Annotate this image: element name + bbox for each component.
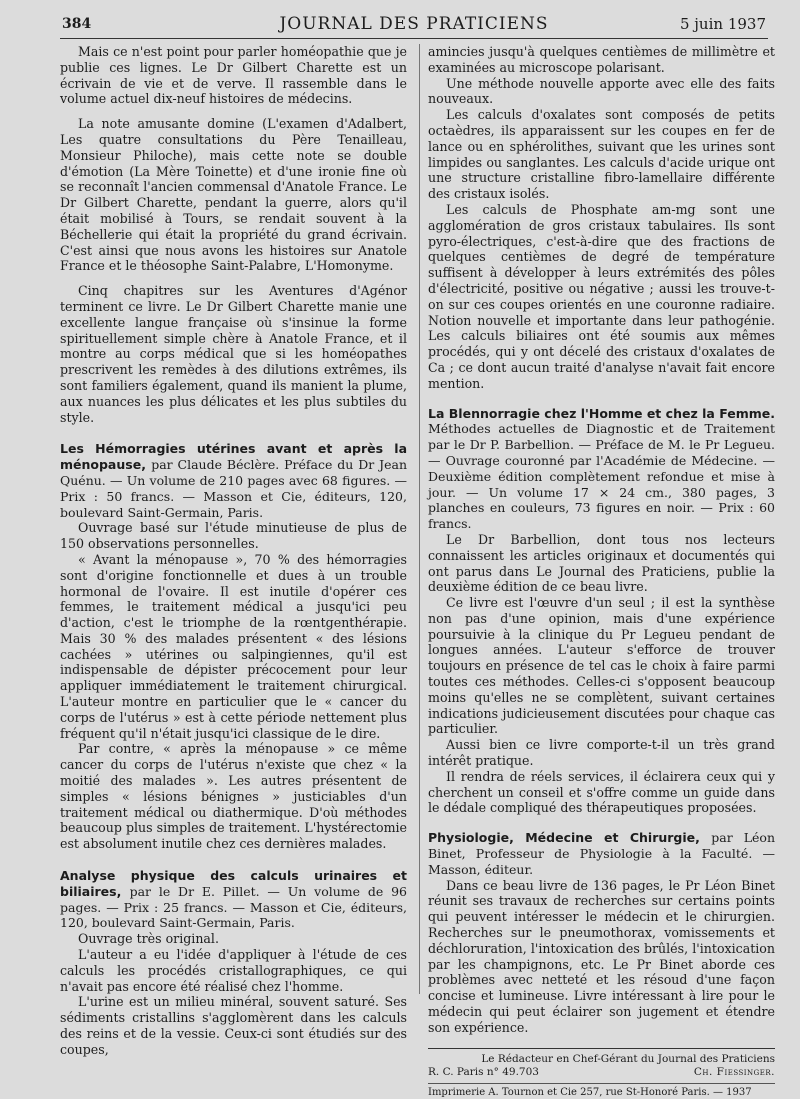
review-title-text: Analyse physique des calculs urinaires et biliaires, — [60, 868, 407, 899]
issue-date: 5 juin 1937 — [679, 15, 766, 33]
paragraph: Aussi bien ce livre comporte-t-il un très grand intérêt pratique. — [428, 737, 775, 769]
paragraph: Les calculs de Phosphate am-mg sont une agglomération de gros cristaux tabulaires. Ils sont pyro-électriques, c'est-à-dire que des fractions de quelques centièmes de degré de température suffisent à développer à leurs extrémités des pôles d'électricité, positive ou négative ; aussi les trouve-t-on sur ces coupes orientés en une couronne radiaire. Notion nouvelle et importante dans leur pathogénie. Les calculs biliaires ont été soumis aux mêmes procédés, qui y ont décelé des cristaux d'oxalates de Ca ; ce dont aucun traité d'analyse n'avait fait encore mention. — [428, 201, 775, 391]
review-reference: par Léon Binet, Professeur de Physiologie à la Faculté. — Masson, éditeur. — [428, 830, 775, 877]
left-column — [60, 44, 408, 1057]
paragraph: Ouvrage très original. — [78, 931, 219, 947]
review-title — [428, 830, 775, 877]
page-number: 384 — [62, 16, 92, 32]
paragraph: Mais ce n'est point pour parler homéopathie que je publie ces lignes. Le Dr Gilbert Charette est un écrivain de vie et de verve. Il rassemble dans le volume actuel dix-neuf histoires de médecins. — [60, 44, 407, 107]
column-divider — [419, 44, 420, 994]
review-title — [428, 406, 775, 532]
paragraph: La note amusante domine (L'examen d'Adalbert, Les quatre consultations du Père Tenailleau, Monsieur Philoche), mais cette note se double d'émotion (La Mère Toinette) et d'une ironie fine où se reconnaît l'ancien commensal d'Anatole France. Le Dr Gilbert Charette, pendant la guerre, alors qu'il était mobilisé à Tours, se rendait souvent à la Béchellerie qui était la propriété du grand écrivain. C'est ainsi que nous avons les histoires sur Anatole France et le théosophe Saint-Palabre, L'Homonyme. — [60, 116, 407, 274]
paragraph: Les calculs d'oxalates sont composés de petits octaèdres, ils apparaissent sur les coupes en fer de lance ou en sphérolithes, suivant que les urines sont limpides ou sanglantes. Les calculs d'acide urique ont une structure cristalline fibro-lamellaire différente des cristaux isolés. — [428, 107, 775, 202]
paragraph: Il rendra de réels services, il éclairera ceux qui y cherchent un conseil et s'offre comme un guide dans le dédale compliqué des thérapeutiques proposées. — [428, 768, 775, 816]
right-column — [428, 44, 775, 1098]
paragraph: Cinq chapitres sur les Aventures d'Agénor terminent ce livre. Le Dr Gilbert Charette manie une excellente langue française où s'insinue la forme spirituellement simple chère à Anatole France, et il montre au corps médical que si les homéopathes prescrivent les remèdes à des dilutions extrêmes, ils sont familiers également, quand ils manient la plume, aux nuances les plus délicates et les plus subtiles du style. — [60, 283, 407, 425]
journal-title: JOURNAL DES PRATICIENS — [279, 14, 549, 34]
review-title-text: La Blennorragie chez l'Homme et chez la Femme. — [428, 405, 775, 421]
paragraph: « Avant la ménopause », 70 % des hémorragies sont d'origine fonctionnelle et dues à un trouble hormonal de l'ovaire. Il est inutile d'opérer ces femmes, le traitement médical a jusqu'ici peu d'action, c'est le triomphe de la rœntgenthérapie. Mais 30 % des malades présentent « des lésions cachées » utérines ou salpingiennes, qu'il est indispensable de dépister précocement pour leur appliquer immédiatement le traitement chirurgical. L'auteur montre en particulier que le « cancer du corps de l'utérus » est à cette période nettement plus fréquent qu'il n'était jusqu'ici classique de le dire. — [60, 551, 407, 741]
review-title — [60, 441, 407, 520]
paragraph: L'urine est un milieu minéral, souvent saturé. Ses sédiments cristallins s'agglomèrent dans les calculs des reins et de la vessie. Ceux-ci sont étudiés sur des coupes, — [60, 994, 407, 1057]
review-title — [60, 868, 407, 931]
paragraph: Une méthode nouvelle apporte avec elle des faits nouveaux. — [428, 75, 775, 107]
page-header — [60, 12, 768, 39]
review-reference: par Claude Béclère. Préface du Dr Jean Quénu. — Un volume de 210 pages avec 68 figures. — Prix : 50 francs. — Masson et Cie, éditeurs, 120, boulevard Saint-Germain, Paris. — [60, 457, 408, 520]
printer-line: Imprimerie A. Tournon et Cie 257, rue St-Honoré Paris. — 1937 — [428, 1083, 775, 1099]
editor-line: Le Rédacteur en Chef-Gérant du Journal des Praticiens — [481, 1052, 775, 1065]
review-reference: par le Dr E. Pillet. — Un volume de 96 pages. — Prix : 25 francs. — Masson et Cie, éditeurs, 120, boulevard Saint-Germain, Paris. — [60, 883, 407, 931]
paragraph: amincies jusqu'à quelques centièmes de millimètre et examinées au microscope polarisant. — [428, 44, 775, 75]
page-footer — [428, 1048, 775, 1099]
paragraph: L'auteur a eu l'idée d'appliquer à l'étude de ces calculs les procédés cristallographiques, ce qui n'avait pas encore été réalisé chez l'homme. — [60, 947, 407, 994]
review-reference: Méthodes actuelles de Diagnostic et de Traitement par le Dr P. Barbellion. — Préface de M. le Pr Legueu. — Ouvrage couronné par l'Académie de Médecine. — Deuxième édition complètement refondue et mise à jour. — Un volume 17 × 24 cm., 380 pages, 3 planches en couleurs, 73 figures en noir. — Prix : 60 francs. — [428, 421, 775, 532]
paragraph: Par contre, « après la ménopause » ce même cancer du corps de l'utérus n'existe que chez « la moitié des malades ». Les autres présentent de simples « lésions bénignes » justiciables d'un traitement médical ou diathermique. D'où méthodes beaucoup plus simples de traitement. L'hystérectomie est absolument inutile chez ces dernières malades. — [60, 741, 407, 852]
paragraph: Ce livre est l'œuvre d'un seul ; il est la synthèse non pas d'une opinion, mais d'une expérience poursuivie à la clinique du Pr Legueu pendant de longues années. L'auteur s'efforce de trouver toujours en présence de tel cas le choix à faire parmi toutes ces méthodes. Celles-ci s'opposent beaucoup moins qu'elles ne se complètent, suivant certaines indications judicieusement discutées pour chaque cas particulier. — [428, 595, 775, 737]
review-title-text: Les Hémorragies utérines avant et après la ménopause, — [60, 441, 407, 473]
registry-row — [428, 1066, 775, 1079]
paragraph: Le Dr Barbellion, dont tous nos lecteurs connaissent les articles originaux et documentés qui ont parus dans Le Journal des Praticiens, publie la deuxième édition de ce beau livre. — [428, 531, 775, 595]
paragraph: Dans ce beau livre de 136 pages, le Pr Léon Binet réunit ses travaux de recherches sur certains points qui peuvent intéresser le médecin et le chirurgien. Recherches sur le pneumothorax, vomissements et déchloruration, l'intoxication des brûlés, l'intoxication par les champignons, etc. Le Pr Binet aborde ces problèmes avec netteté et les résoud d'une façon concise et lumineuse. Livre intéressant à lire pour le médecin qui peut éclairer son jugement et étendre son expérience. — [428, 877, 775, 1035]
registry-number: R. C. Paris n° 49.703 — [428, 1065, 539, 1078]
review-title-text: Physiologie, Médecine et Chirurgie, — [428, 830, 700, 846]
paragraph: Ouvrage basé sur l'étude minutieuse de plus de 150 observations personnelles. — [60, 520, 407, 552]
gerant-name: Ch. Fiessinger. — [693, 1065, 775, 1078]
